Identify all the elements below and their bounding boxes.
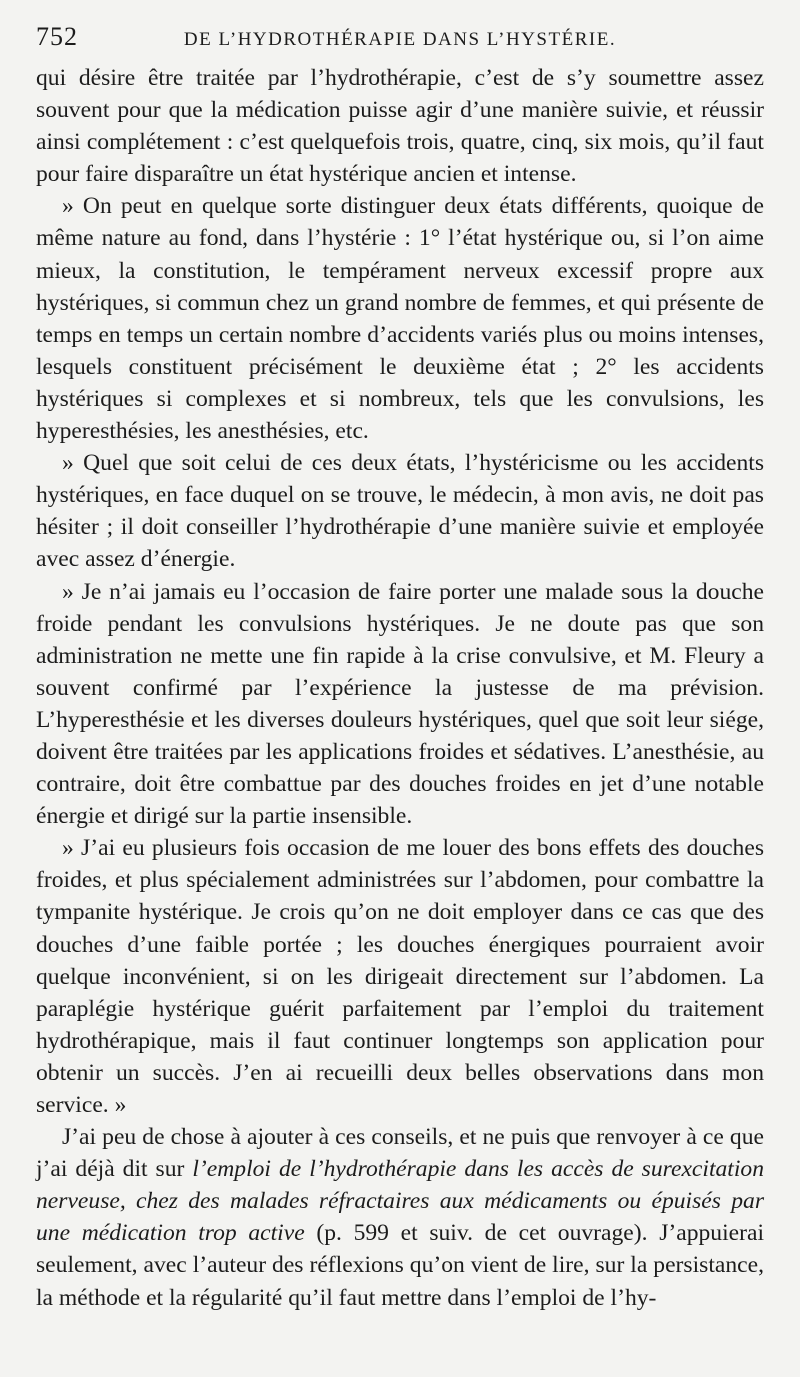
paragraph-6-text-before: J’ai peu de chose à ajouter à ces conseils, et ne puis que renvoyer à ce que j’ai déjà dit sur <box>36 1124 764 1183</box>
running-title: DE L’HYDROTHÉRAPIE DANS L’HYSTÉRIE. <box>183 29 617 50</box>
paragraph-4: » Je n’ai jamais eu l’occasion de faire porter une malade sous la douche froide pendant les convulsions hystériques. Je ne doute pas que son administration ne mette une fin rapide à la crise convulsive, et M. Fleury a souvent confirmé par l’expérience la justesse de ma prévision. L’hyperesthésie et les diverses douleurs hystériques, quel que soit leur siége, doivent être traitées par les applications froides et sédatives. L’anesthésie, au contraire, doit être combattue par des douches froides en jet d’une notable énergie et dirigé sur la partie insensible. <box>36 578 764 830</box>
page-number: 752 <box>36 22 78 51</box>
paragraph-5: » J’ai eu plusieurs fois occasion de me louer des bons effets des douches froides, et plus spécialement administrées sur l’abdomen, pour combattre la tympanite hystérique. Je crois qu’on ne doit employer dans ce cas que des douches d’une faible portée ; les douches énergiques pourraient avoir quelque inconvénient, si on les dirigeait directement sur l’abdomen. La paraplégie hystérique guérit parfaitement par l’emploi du traitement hydrothérapique, mais il faut continuer longtemps son application pour obtenir un succès. J’en ai recueilli deux belles observations dans mon service. » <box>36 835 764 1118</box>
page-header <box>36 22 764 52</box>
paragraph-6-italic-reference: l’emploi de l’hydrothérapie dans les accès de surexcitation nerveuse, chez des malades réfractaires aux médicaments ou épuisés par une médication trop active <box>36 1156 764 1247</box>
paragraph-6-text-after: (p. 599 et suiv. de cet ouvrage). J’appuierai seulement, avec l’auteur des réflexions qu’on vient de lire, sur la persistance, la méthode et la régularité qu’il faut mettre dans l’emploi de l’hy- <box>36 1220 765 1311</box>
body-text <box>36 62 764 1314</box>
paragraph-2: » On peut en quelque sorte distinguer deux états différents, quoique de même nature au fond, dans l’hystérie : 1° l’état hystérique ou, si l’on aime mieux, la constitution, le tempérament nerveux excessif propre aux hystériques, si commun chez un grand nombre de femmes, et qui présente de temps en temps un certain nombre d’accidents variés plus ou moins intenses, lesquels constituent précisément le deuxième état ; 2° les accidents hystériques si complexes et si nombreux, tels que les convulsions, les hyperesthésies, les anesthésies, etc. <box>36 193 764 445</box>
paragraph-1: qui désire être traitée par l’hydrothérapie, c’est de s’y soumettre assez souvent pour que la médication puisse agir d’une manière suivie, et réussir ainsi complétement : c’est quelquefois trois, quatre, cinq, six mois, qu’il faut pour faire disparaître un état hystérique ancien et intense. <box>36 65 764 188</box>
paragraph-3: » Quel que soit celui de ces deux états, l’hystéricisme ou les accidents hystériques, en face duquel on se trouve, le médecin, à mon avis, ne doit pas hésiter ; il doit conseiller l’hydrothérapie d’une manière suivie et employée avec assez d’énergie. <box>36 450 764 573</box>
paragraph-6 <box>36 1121 764 1314</box>
